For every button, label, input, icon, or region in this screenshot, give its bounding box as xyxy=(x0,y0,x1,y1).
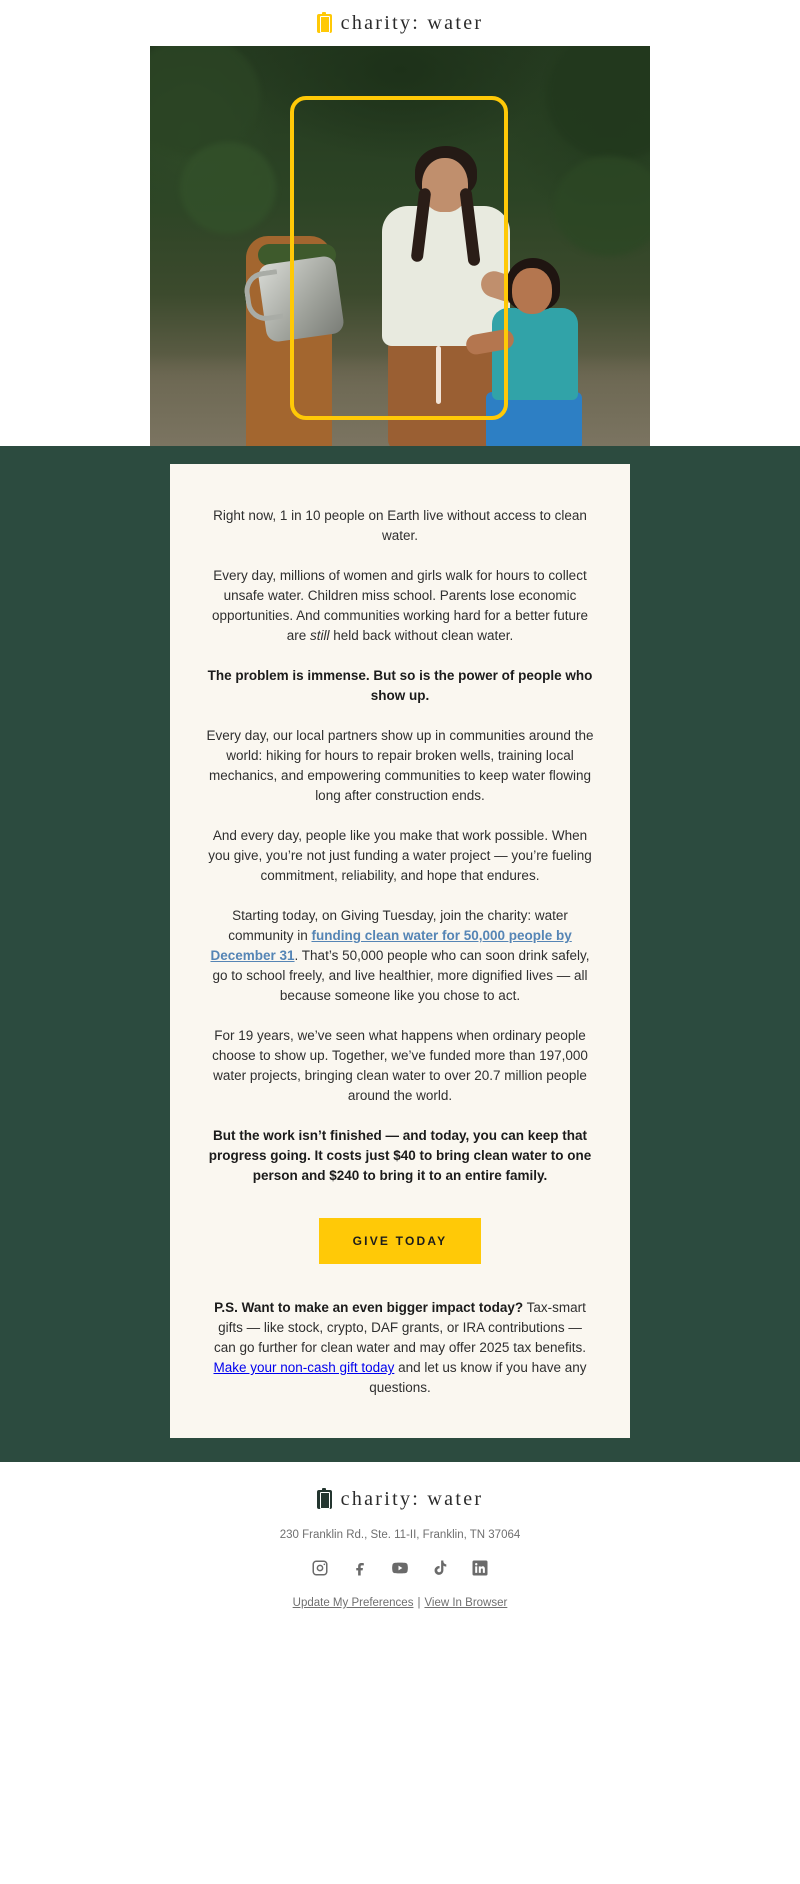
tiktok-icon[interactable] xyxy=(431,1559,449,1577)
footer-brand-name: charity: water xyxy=(340,1488,484,1510)
paragraph-problem-part2: held back without clean water. xyxy=(329,628,514,643)
footer-brand-lockup[interactable] xyxy=(0,1488,800,1511)
footer-link-separator: | xyxy=(417,1597,421,1609)
postscript-lead: P.S. Want to make an even bigger impact today? xyxy=(214,1300,524,1315)
youtube-icon[interactable] xyxy=(391,1559,409,1577)
footer-utility-links xyxy=(0,1597,800,1609)
paragraph-impact: And every day, people like you make that work possible. When you give, you’re not just funding a water project — you’re fueling commitment, reliability, and hope that endures. xyxy=(208,828,592,883)
paragraph-track-record: For 19 years, we’ve seen what happens when ordinary people choose to show up. Together, we’ve funded more than 197,000 water projects, bringing clean water to over 20.7 million people around the world. xyxy=(212,1028,588,1103)
header-brand-lockup[interactable] xyxy=(317,12,484,35)
instagram-icon[interactable] xyxy=(311,1559,329,1577)
non-cash-gift-link[interactable]: Make your non-cash gift today xyxy=(213,1360,395,1375)
paragraph-intro: Right now, 1 in 10 people on Earth live without access to clean water. xyxy=(213,508,587,543)
paragraph-postscript xyxy=(206,1298,594,1398)
jerrycan-icon xyxy=(317,14,332,33)
paragraph-problem-headline: The problem is immense. But so is the power of people who show up. xyxy=(207,668,593,703)
content-band xyxy=(0,446,800,1462)
give-today-button[interactable]: GIVE TODAY xyxy=(319,1218,482,1264)
paragraph-problem-part1: Every day, millions of women and girls walk for hours to collect unsafe water. Children miss school. Parents lose economic opportunities. And communities working hard for a better future are xyxy=(212,568,588,643)
hero-girl-head xyxy=(512,268,552,314)
cta-container xyxy=(206,1218,594,1264)
giving-tuesday-part2: . That’s 50,000 people who can soon drink safely, go to school freely, and live healthier, more dignified lives — all because someone like you chose to act. xyxy=(212,948,590,1003)
postscript-part2: and let us know if you have any questions. xyxy=(369,1360,587,1395)
update-preferences-link[interactable]: Update My Preferences xyxy=(292,1597,414,1609)
funding-goal-link[interactable]: funding clean water for 50,000 people by December 31 xyxy=(210,928,572,963)
hero-image[interactable] xyxy=(150,46,650,446)
paragraph-problem-emphasis: still xyxy=(309,628,330,643)
postscript-part1: Tax-smart gifts — like stock, crypto, DAF grants, or IRA contributions — can go further for clean water and may offer 2025 tax benefits. xyxy=(214,1300,586,1355)
paragraph-partners: Every day, our local partners show up in communities around the world: hiking for hours to repair broken wells, training local mechanics, and empowering communities to keep water flowing long after construction ends. xyxy=(206,728,594,803)
header-brand-name: charity: water xyxy=(340,11,484,34)
email-header xyxy=(0,0,800,46)
foliage-decor xyxy=(180,142,276,234)
content-card xyxy=(170,464,630,1438)
paragraph-giving-tuesday xyxy=(206,906,594,1006)
view-in-browser-link[interactable]: View In Browser xyxy=(424,1597,508,1609)
giving-tuesday-part1: Starting today, on Giving Tuesday, join the charity: water community in xyxy=(228,908,568,943)
paragraph-problem xyxy=(206,566,594,646)
social-links xyxy=(0,1559,800,1577)
facebook-icon[interactable] xyxy=(351,1559,369,1577)
email-footer xyxy=(0,1462,800,1631)
linkedin-icon[interactable] xyxy=(471,1559,489,1577)
footer-address: 230 Franklin Rd., Ste. 11-II, Franklin, TN 37064 xyxy=(279,1529,521,1541)
hero-yellow-frame xyxy=(290,96,508,420)
paragraph-cost-breakdown: But the work isn’t finished — and today, you can keep that progress going. It costs just $40 to bring clean water to one person and $240 to bring it to an entire family. xyxy=(208,1128,592,1183)
jerrycan-icon xyxy=(317,1490,332,1509)
